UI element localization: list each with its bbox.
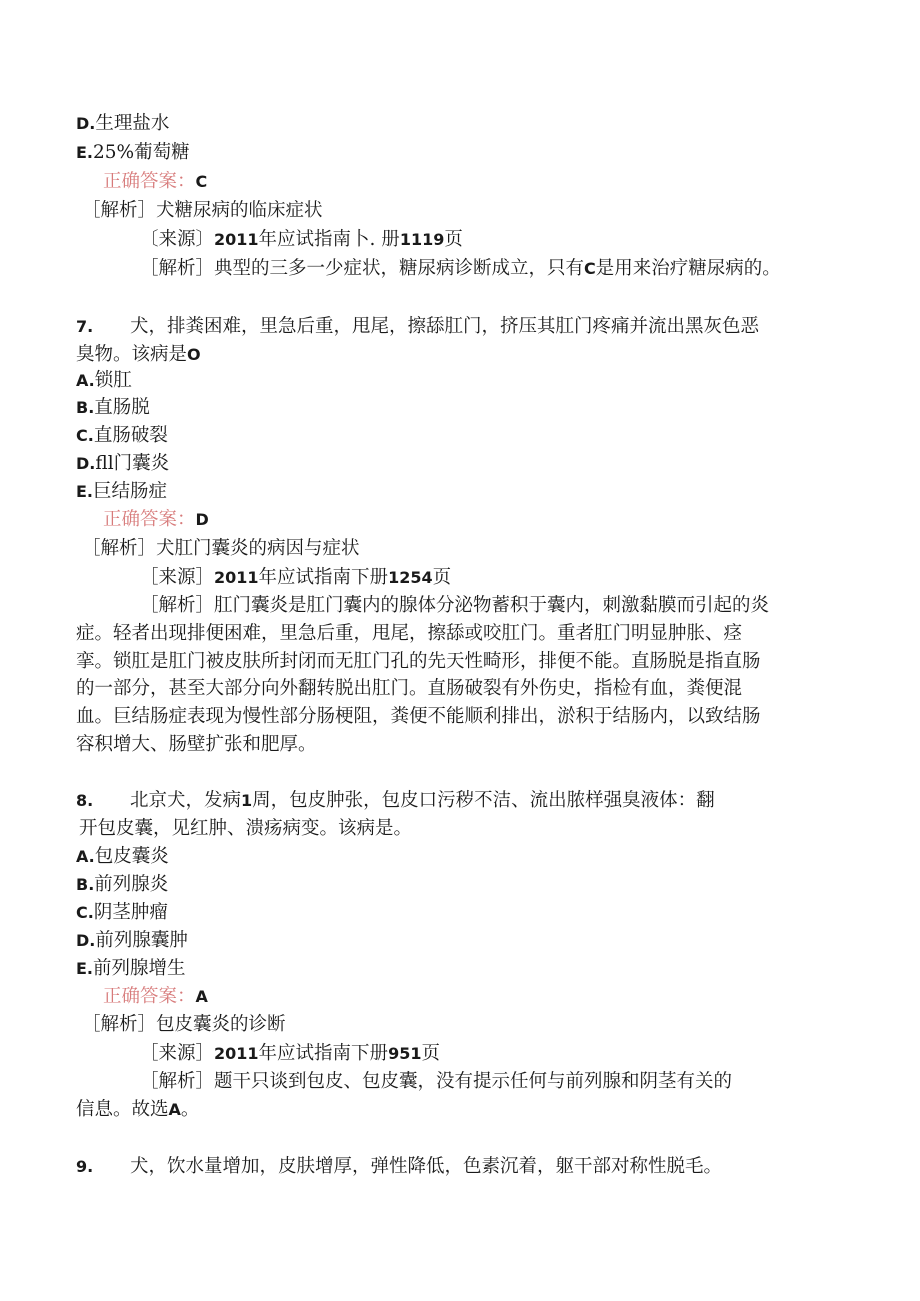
q7-option-e: E.巨结肠症 — [76, 481, 168, 502]
q8-analysis-title: ［解析］包皮囊炎的诊断 — [82, 1014, 286, 1035]
q8-number: 8. — [76, 791, 94, 810]
answer-value: C — [195, 172, 208, 191]
q8-detail-line: ［解析］题干只谈到包皮、包皮囊，没有提示任何与前列腺和阴茎有关的 — [140, 1071, 733, 1092]
q9-stem-line1: 犬，饮水量增加，皮肤增厚，弹性降低，色素沉着，躯干部对称性脱毛。 — [130, 1156, 723, 1177]
q7-detail-line: 症。轻者出现排便困难，里急后重，甩尾，擦舔或咬肛门。重者肛门明显肿胀、痉 — [76, 623, 743, 644]
q7-detail-line: 挛。锁肛是肛门被皮肤所封闭而无肛门孔的先天性畸形，排便不能。直肠脱是指直肠 — [76, 651, 761, 672]
q6-analysis-title: ［解析］犬糖尿病的临床症状 — [82, 200, 323, 221]
q8-stem-line2: 开包皮囊，见红肿、溃疡病变。该病是。 — [79, 818, 413, 839]
q6-option-e — [76, 141, 190, 165]
q7-option-c: C.直肠破裂 — [76, 425, 168, 446]
q8-option-b: B.前列腺炎 — [76, 874, 169, 895]
q8-option-c: C.阴茎肿瘤 — [76, 902, 168, 923]
q8-detail-line: 信息。故选A。 — [76, 1099, 200, 1120]
q7-source: ［来源］2011年应试指南下册1254页 — [140, 567, 452, 588]
option-text: 生理盐水 — [95, 113, 170, 134]
q7-option-a: A.锁肛 — [76, 370, 132, 391]
q9-number: 9. — [76, 1157, 94, 1176]
q7-detail-line: 容积增大、肠壁扩张和肥厚。 — [76, 734, 317, 755]
stem-blank: O — [187, 345, 201, 364]
option-letter: D. — [76, 114, 96, 133]
q7-number: 7. — [76, 317, 94, 336]
option-letter: E. — [76, 143, 94, 162]
q6-source: 〔来源〕2011年应试指南卜. 册1119页 — [140, 229, 463, 250]
option-text: 25%葡萄糖 — [93, 142, 190, 163]
q7-analysis-title: ［解析］犬肛门囊炎的病因与症状 — [82, 538, 360, 559]
q8-option-a: A.包皮囊炎 — [76, 846, 169, 867]
answer-value: A — [195, 987, 208, 1006]
q7-correct-answer: 正确答案：D — [103, 509, 209, 530]
q7-stem-line1: 犬，排粪困难，里急后重，甩尾，擦舔肛门，挤压其肛门疼痛并流出黑灰色恶 — [130, 316, 760, 337]
q6-analysis-detail: ［解析］典型的三多一少症状，糖尿病诊断成立，只有C是用来治疗糖尿病的。 — [140, 258, 781, 279]
q7-detail-line: 血。巨结肠症表现为慢性部分肠梗阻，粪便不能顺利排出，淤积于结肠内，以致结肠 — [76, 706, 761, 727]
q7-detail-line: ［解析］肛门囊炎是肛门囊内的腺体分泌物蓄积于囊内，刺激黏膜而引起的炎 — [140, 595, 770, 616]
q8-correct-answer: 正确答案：A — [103, 986, 208, 1007]
q7-stem-line2: 臭物。该病是O — [76, 344, 201, 365]
answer-label: 正确答案： — [103, 171, 196, 192]
q8-option-d: D.前列腺囊肿 — [76, 930, 188, 951]
q8-stem-line1: 北京犬，发病1周，包皮肿张，包皮口污秽不洁、流出脓样强臭液体：翻 — [130, 790, 715, 811]
q7-option-b: B.直肠脱 — [76, 397, 150, 418]
q6-correct-answer — [103, 170, 207, 194]
q6-option-d — [76, 112, 169, 136]
q7-detail-line: 的一部分，甚至大部分向外翻转脱出肛门。直肠破裂有外伤史，指检有血，粪便混 — [76, 678, 743, 699]
q8-source: ［来源］2011年应试指南下册951页 — [140, 1043, 440, 1064]
q7-option-d: D.fll门囊炎 — [76, 453, 170, 474]
q8-option-e: E.前列腺增生 — [76, 958, 186, 979]
answer-value: D — [195, 510, 209, 529]
